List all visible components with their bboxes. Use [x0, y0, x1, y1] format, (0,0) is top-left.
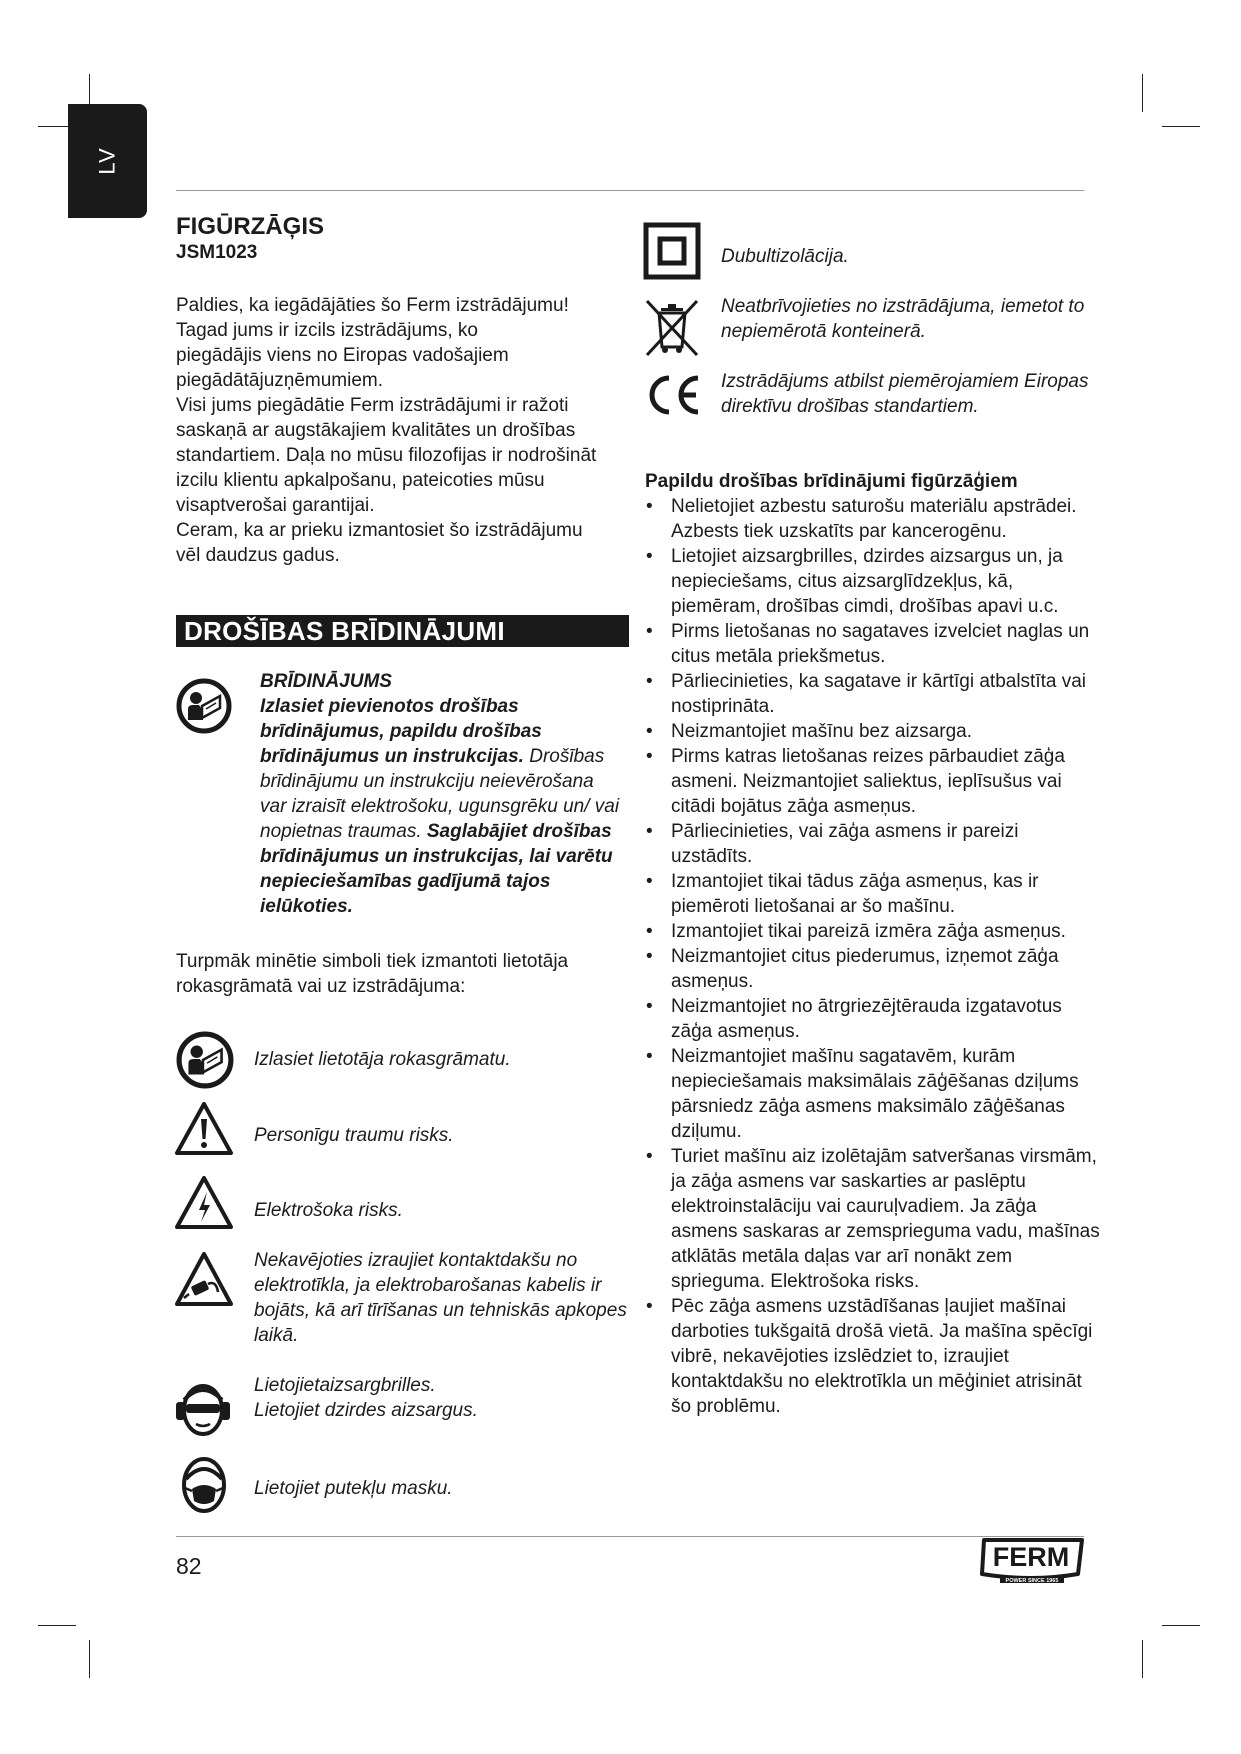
crossed-bin-icon: [643, 297, 701, 359]
ce-mark-icon: [643, 372, 703, 418]
warning-heading: BRĪDINĀJUMS: [260, 671, 392, 692]
warning-triangle-icon: [174, 1100, 234, 1156]
intro-line: piegādājis viens no Eiropas vadošajiem: [176, 345, 509, 366]
warning-italic-text: Drošības brīdinājumu un instrukciju neievērošana var izraisīt elektrošoku, ugunsgrēku un/ vai nopietnas traumas.: [260, 746, 620, 842]
list-item: • Izmantojiet tikai tādus zāģa asmeņus, kas ir piemēroti lietošanai ar šo mašīnu.: [645, 869, 1105, 919]
symbol-mask-text: Lietojiet putekļu masku.: [254, 1478, 453, 1499]
additional-safety-heading: Papildu drošības brīdinājumi figūrzāģiem: [645, 471, 1018, 492]
warning-bold-text: Izlasiet pievienotos drošības brīdinājumus, papildu drošības brīdinājumus un instrukcijas.: [260, 696, 542, 767]
list-item: • Neizmantojiet no ātrgriezējtērauda izgatavotus zāģa asmeņus.: [645, 994, 1105, 1044]
list-item: • Lietojiet aizsargbrilles, dzirdes aizsargus un, ja nepieciešams, citus aizsarglīdzekļus, kā, piemēram, drošības cimdi, drošības apavi u.c.: [645, 544, 1105, 619]
intro-line: visaptverošai garantijai.: [176, 495, 375, 516]
section-heading: DROŠĪBAS BRĪDINĀJUMI: [176, 615, 629, 647]
intro-line: Visi jums piegādātie Ferm izstrādājumi ir ražoti: [176, 395, 569, 416]
symbols-intro: [176, 949, 631, 999]
crop-mark: [1162, 126, 1200, 127]
list-item: • Neizmantojiet mašīnu sagatavēm, kurām nepieciešamais maksimālais zāģēšanas dziļums pārsniedz zāģa asmens maksimālo zāģēšanas dziļumu.: [645, 1044, 1105, 1144]
intro-paragraph: [176, 293, 631, 568]
symbol-ce-text: Izstrādājums atbilst piemērojamiem Eiropas direktīvu drošības standartiem.: [721, 371, 1089, 417]
model-number: JSM1023: [176, 242, 258, 263]
unplug-icon: [174, 1250, 234, 1308]
symbols-intro-line: rokasgrāmatā vai uz izstrādājuma:: [176, 976, 466, 997]
intro-line: izcilu klientu apkalpošanu, pateicoties mūsu: [176, 470, 545, 491]
safety-list: [645, 494, 1105, 1419]
warning-bold-text: Saglabājiet drošības brīdinājumus un instrukcijas, lai varētu nepieciešamības gadījumā tajos ielūkoties.: [260, 821, 613, 917]
intro-line: piegādātājuzņēmumiem.: [176, 370, 384, 391]
list-item: • Pirms katras lietošanas reizes pārbaudiet zāģa asmeni. Neizmantojiet saliektus, ieplīsušus vai citādi bojātus zāģa asmeņus.: [645, 744, 1105, 819]
intro-line: Ceram, ka ar prieku izmantosiet šo izstrādājumu: [176, 520, 583, 541]
crop-mark: [1142, 1640, 1143, 1678]
intro-line: Tagad jums ir izcils izstrādājums, ko: [176, 320, 478, 341]
symbol-goggles-text: [254, 1373, 634, 1423]
intro-line: saskaņā ar augstākajiem kvalitātes un drošības: [176, 420, 576, 441]
intro-line: vēl daudzus gadus.: [176, 545, 340, 566]
warning-block: [254, 669, 624, 919]
crop-mark: [1142, 74, 1143, 112]
warning-body: [254, 694, 624, 919]
symbol-unplug-text: Nekavējoties izraujiet kontaktdakšu no elektrotīkla, ja elektrobarošanas kabelis ir bojāts, kā arī tīrīšanas un tehniskās apkopes laikā.: [254, 1250, 627, 1346]
language-tab: [68, 104, 147, 218]
header-rule: [176, 190, 1084, 191]
list-item: • Pārliecinieties, vai zāģa asmens ir pareizi uzstādīts.: [645, 819, 1105, 869]
read-manual-icon: [176, 678, 232, 734]
right-column: [645, 469, 1105, 1419]
list-item: • Turiet mašīnu aiz izolētajām satveršanas virsmām, ja zāģa asmens var saskarties ar paslēptu elektroinstalāciju vai cauruļvadiem. Ja zāģa asmens saskaras ar zemsprieguma vadu, mašīnas atklātās metāla daļas var arī nonākt zem sprieguma. Elektrošoka risks.: [645, 1144, 1105, 1294]
symbol-manual-text: Izlasiet lietotāja rokasgrāmatu.: [254, 1049, 511, 1070]
ferm-logo: [978, 1536, 1086, 1586]
crop-mark: [38, 1625, 76, 1626]
symbol-disposal-text: Neatbrīvojieties no izstrādājuma, iemetot to nepiemērotā konteinerā.: [721, 296, 1085, 342]
symbol-double-insulation-text: Dubultizolācija.: [721, 246, 849, 267]
list-item: • Neizmantojiet citus piederumus, izņemot zāģa asmeņus.: [645, 944, 1105, 994]
list-item: • Neizmantojiet mašīnu bez aizsarga.: [645, 719, 1105, 744]
symbols-intro-line: Turpmāk minētie simboli tiek izmantoti lietotāja: [176, 951, 569, 972]
list-item: • Pārliecinieties, ka sagatave ir kārtīgi atbalstīta vai nostiprināta.: [645, 669, 1105, 719]
intro-line: standartiem. Daļa no mūsu filozofijas ir nodrošināt: [176, 445, 597, 466]
ferm-logo-tagline: POWER SINCE 1965: [1005, 1578, 1059, 1584]
list-item: • Nelietojiet azbestu saturošu materiālu apstrādei. Azbests tiek uzskatīts par kancerogēnu.: [645, 494, 1105, 544]
electric-shock-icon: [174, 1174, 234, 1230]
language-tab-label: LV: [94, 147, 120, 175]
crop-mark: [1162, 1625, 1200, 1626]
symbol-injury-text: Personīgu traumu risks.: [254, 1125, 454, 1146]
goggles-ear-protection-icon: [174, 1378, 232, 1440]
intro-line: Paldies, ka iegādājāties šo Ferm izstrādājumu!: [176, 295, 569, 316]
symbol-shock-text: Elektrošoka risks.: [254, 1200, 403, 1221]
goggles-line: Lietojietaizsargbrilles.: [254, 1375, 436, 1396]
page-title: FIGŪRZĀĢIS: [176, 213, 324, 240]
dust-mask-icon: [178, 1455, 230, 1515]
footer-rule: [176, 1536, 1084, 1537]
list-item: • Pēc zāģa asmens uzstādīšanas ļaujiet mašīnai darboties tukšgaitā drošā vietā. Ja mašīna spēcīgi vibrē, nekavējoties izslēdziet to, izraujiet kontaktdakšu no elektrotīkla un mēģiniet atrisināt šo problēmu.: [645, 1294, 1105, 1419]
list-item: • Izmantojiet tikai pareizā izmēra zāģa asmeņus.: [645, 919, 1105, 944]
ear-protection-line: Lietojiet dzirdes aizsargus.: [254, 1400, 478, 1421]
page-number: 82: [176, 1553, 202, 1579]
read-manual-icon: [176, 1031, 234, 1089]
list-item: • Pirms lietošanas no sagataves izvelciet naglas un citus metāla priekšmetus.: [645, 619, 1105, 669]
ferm-logo-text: FERM: [992, 1542, 1070, 1572]
crop-mark: [89, 1640, 90, 1678]
left-column: [176, 212, 631, 568]
double-insulation-icon: [643, 222, 701, 280]
